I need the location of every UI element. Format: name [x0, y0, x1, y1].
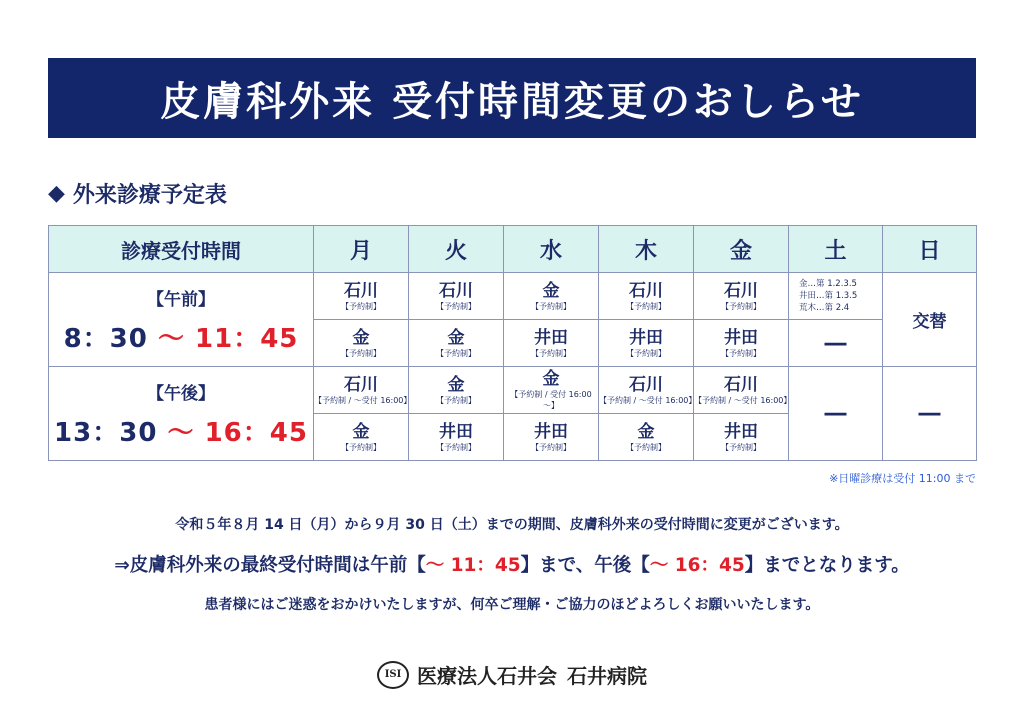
reservation-note: 【予約制 / ～受付 16:00】	[599, 395, 697, 405]
notice-text: 】までとなります。	[744, 555, 910, 576]
reservation-note: 【予約制 / 受付 16:00 ～】	[510, 390, 592, 410]
schedule-cell	[599, 367, 697, 414]
doctor-name: 井田	[629, 327, 663, 348]
schedule-table	[48, 225, 977, 461]
day-header-mon: 月	[314, 226, 409, 273]
page-title: 皮膚科外来 受付時間変更のおしらせ	[160, 78, 864, 125]
pm-label: 【午後】	[147, 383, 215, 404]
reservation-note: 【予約制】	[721, 301, 761, 311]
reservation-note: 【予約制】	[531, 442, 571, 452]
reservation-note: 【予約制】	[721, 348, 761, 358]
notice-text: ⇒皮膚科外来の最終受付時間は午前【	[114, 555, 426, 576]
pm-deadline: ～ 16：45	[649, 555, 745, 576]
day-header-fri: 金	[694, 226, 789, 273]
doctor-name: 井田	[439, 421, 473, 442]
doctor-name: 金	[542, 369, 560, 389]
am-start: 8：30	[63, 323, 148, 354]
am-time-cell	[49, 273, 314, 367]
am-label: 【午前】	[147, 289, 215, 310]
notice-apology: 患者様にはご迷惑をおかけいたしますが、何卒ご理解・ご協力のほどよろしくお願いいたします。	[204, 597, 820, 613]
diamond-icon: ◆	[48, 181, 65, 206]
schedule-cell	[314, 414, 409, 461]
schedule-cell	[409, 320, 504, 367]
schedule-cell	[599, 320, 694, 367]
doctor-name: 石川	[724, 374, 758, 395]
pm-start: 13：30	[54, 417, 158, 448]
am-range	[64, 324, 299, 354]
schedule-cell	[504, 414, 599, 461]
pm-end: 16：45	[204, 417, 308, 448]
schedule-cell	[409, 414, 504, 461]
day-header-tue: 火	[409, 226, 504, 273]
am-tilde: ～	[157, 323, 185, 354]
schedule-cell	[504, 320, 599, 367]
closed-dash: ―	[824, 401, 847, 426]
am-end: 11：45	[195, 323, 299, 354]
reservation-note: 【予約制】	[531, 301, 571, 311]
reservation-note: 【予約制】	[721, 442, 761, 452]
reservation-note: 【予約制】	[626, 442, 666, 452]
schedule-cell	[599, 414, 694, 461]
schedule-cell	[694, 320, 789, 367]
section-title: 外来診療予定表	[72, 183, 227, 208]
doctor-name: 石川	[629, 374, 663, 395]
time-header: 診療受付時間	[49, 226, 314, 273]
page-title-banner	[48, 58, 976, 138]
doctor-name: 金	[352, 327, 370, 348]
table-row	[49, 273, 977, 320]
table-header-row	[49, 226, 977, 273]
rotation-note: 荒木…第 2.4	[799, 303, 850, 313]
hospital-name: 石井病院	[567, 664, 647, 688]
schedule-cell	[599, 273, 694, 320]
sunday-rotation: 交替	[912, 312, 947, 332]
saturday-am2-cell	[789, 320, 883, 367]
doctor-name: 金	[447, 374, 465, 395]
saturday-rotation-cell	[789, 273, 883, 320]
doctor-name: 石川	[629, 280, 663, 301]
doctor-name: 石川	[344, 280, 378, 301]
reservation-note: 【予約制】	[436, 301, 476, 311]
sunday-am-cell	[883, 273, 977, 367]
rotation-note: 井田…第 1.3.5	[799, 291, 858, 301]
schedule-cell	[694, 367, 792, 414]
table-row	[49, 367, 977, 414]
reservation-note: 【予約制 / ～受付 16:00】	[314, 395, 412, 405]
reservation-note: 【予約制】	[341, 301, 381, 311]
schedule-cell	[409, 367, 504, 414]
pm-range	[54, 418, 308, 448]
schedule-cell	[694, 414, 789, 461]
day-header-sat: 土	[789, 226, 883, 273]
reservation-note: 【予約制】	[341, 442, 381, 452]
notice-text: 】まで、午後【	[520, 555, 650, 576]
day-header-sun: 日	[883, 226, 977, 273]
doctor-name: 井田	[534, 421, 568, 442]
reservation-note: 【予約制】	[436, 395, 476, 405]
schedule-cell	[314, 367, 412, 414]
reservation-note: 【予約制】	[626, 348, 666, 358]
schedule-cell	[314, 273, 409, 320]
notice-period: 令和５年８月 14 日（月）から９月 30 日（土）までの期間、皮膚科外来の受付時間に変更がございます。	[175, 517, 849, 533]
am-deadline: ～ 11：45	[425, 555, 521, 576]
doctor-name: 金	[542, 280, 560, 301]
doctor-name: 石川	[439, 280, 473, 301]
schedule-cell	[504, 367, 599, 414]
doctor-name: 金	[352, 421, 370, 442]
schedule-cell	[694, 273, 789, 320]
doctor-name: 井田	[724, 421, 758, 442]
reservation-note: 【予約制 / ～受付 16:00】	[694, 395, 792, 405]
pm-tilde: ～	[167, 417, 195, 448]
saturday-pm-cell	[789, 367, 883, 461]
hospital-signature	[0, 660, 1024, 689]
reservation-note: 【予約制】	[626, 301, 666, 311]
pm-time-cell	[49, 367, 314, 461]
reservation-note: 【予約制】	[341, 348, 381, 358]
reservation-note: 【予約制】	[436, 348, 476, 358]
doctor-name: 石川	[344, 374, 378, 395]
sunday-pm-cell	[883, 367, 977, 461]
section-heading	[48, 178, 227, 209]
sunday-footnote: ※日曜診療は受付 11:00 まで	[829, 472, 976, 485]
schedule-cell	[409, 273, 504, 320]
doctor-name: 井田	[724, 327, 758, 348]
day-header-wed: 水	[504, 226, 599, 273]
reservation-note: 【予約制】	[531, 348, 571, 358]
hospital-logo-icon: ISI	[377, 661, 409, 689]
doctor-name: 金	[637, 421, 655, 442]
doctor-name: 井田	[534, 327, 568, 348]
reservation-note: 【予約制】	[436, 442, 476, 452]
doctor-name: 石川	[724, 280, 758, 301]
doctor-name: 金	[447, 327, 465, 348]
closed-dash: ―	[918, 401, 941, 426]
notice-deadline	[0, 551, 1024, 577]
closed-dash: ―	[824, 330, 847, 356]
day-header-thu: 木	[599, 226, 694, 273]
rotation-note: 金…第 1.2.3.5	[799, 279, 857, 289]
corporation-name: 医療法人石井会	[417, 664, 557, 688]
schedule-cell	[504, 273, 599, 320]
schedule-cell	[314, 320, 409, 367]
